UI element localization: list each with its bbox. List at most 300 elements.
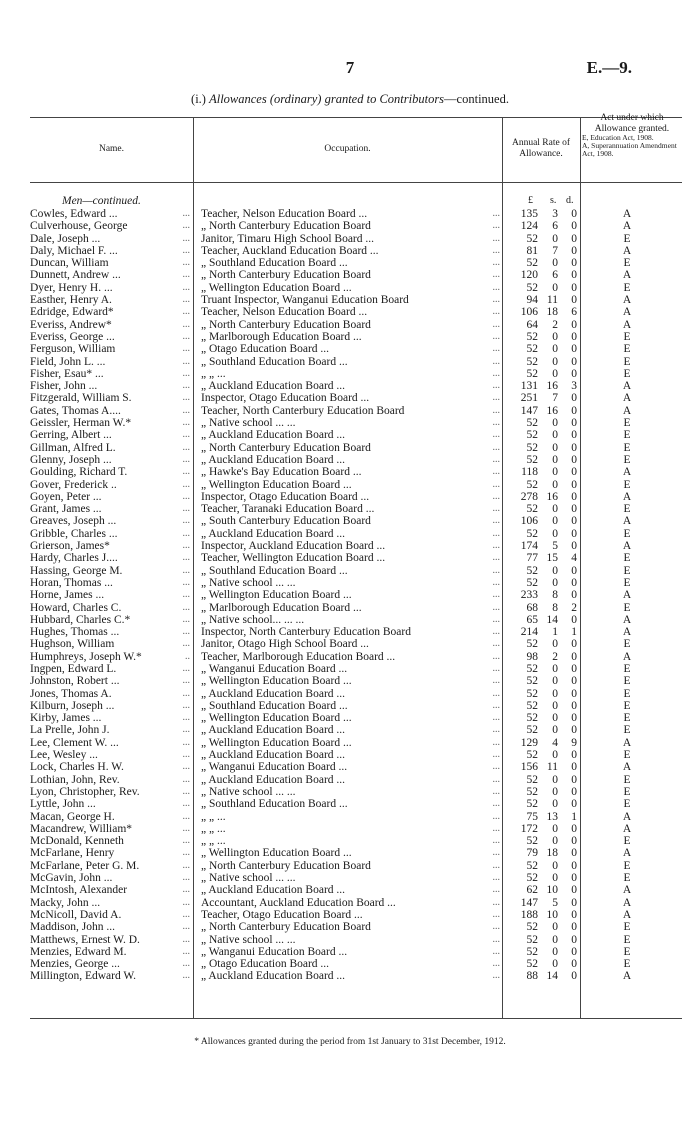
row-occupation: Inspector, Otago Education Board ... <box>201 392 370 405</box>
row-leader-2: ... <box>492 589 500 601</box>
row-name: Fitzgerald, William S. <box>30 392 132 405</box>
row-pounds: 52 <box>526 687 538 700</box>
row-shillings: 8 <box>552 601 558 614</box>
row-act: A <box>622 970 632 983</box>
row-leader-1: ... <box>182 466 190 478</box>
table-row <box>0 356 700 368</box>
row-leader-1: ... <box>182 835 190 847</box>
table-row <box>0 491 700 503</box>
row-act: E <box>623 527 631 540</box>
row-pounds: 68 <box>526 601 538 614</box>
row-pounds: 98 <box>526 650 538 663</box>
row-name: Edridge, Edward* <box>30 306 114 319</box>
row-name: Ferguson, William <box>30 343 116 356</box>
table-row <box>0 466 700 478</box>
row-leader-2: ... <box>492 330 500 342</box>
row-act: A <box>622 392 632 405</box>
row-occupation: „ Native school ... ... <box>201 785 296 798</box>
row-shillings: 7 <box>552 392 558 405</box>
row-act: A <box>622 318 632 331</box>
row-leader-1: ... <box>182 675 190 687</box>
row-act: E <box>623 564 631 577</box>
row-pounds: 52 <box>526 453 538 466</box>
row-act: A <box>622 540 632 553</box>
row-leader-1: ... <box>182 453 190 465</box>
row-pence: 6 <box>571 306 577 319</box>
row-pence: 0 <box>571 404 577 417</box>
row-act: A <box>622 294 632 307</box>
row-shillings: 0 <box>552 712 558 725</box>
row-shillings: 5 <box>552 896 558 909</box>
row-pence: 0 <box>571 355 577 368</box>
title-suffix: —continued. <box>444 92 509 106</box>
row-act: E <box>623 355 631 368</box>
row-shillings: 0 <box>552 343 558 356</box>
row-name: Maddison, John ... <box>30 921 115 934</box>
row-shillings: 0 <box>552 958 558 971</box>
row-shillings: 11 <box>546 294 558 307</box>
row-act: E <box>623 330 631 343</box>
table-row <box>0 934 700 946</box>
row-name: Matthews, Ernest W. D. <box>30 933 140 946</box>
row-leader-1: ... <box>182 761 190 773</box>
row-leader-1: ... <box>182 380 190 392</box>
row-pence: 0 <box>571 417 577 430</box>
row-name: Culverhouse, George <box>30 220 128 233</box>
row-name: Jones, Thomas A. <box>30 687 112 700</box>
row-name: Everiss, George ... <box>30 330 115 343</box>
row-act: E <box>623 749 631 762</box>
row-act: E <box>623 699 631 712</box>
row-occupation: Inspector, North Canterbury Education Board <box>201 626 411 639</box>
table-row <box>0 528 700 540</box>
row-pence: 0 <box>571 244 577 257</box>
row-pounds: 120 <box>520 269 538 282</box>
table-row <box>0 208 700 220</box>
row-pence: 0 <box>571 773 577 786</box>
row-pounds: 52 <box>526 503 538 516</box>
row-shillings: 0 <box>552 798 558 811</box>
table-row <box>0 921 700 933</box>
row-leader-1: ... <box>182 417 190 429</box>
row-occupation: Teacher, Auckland Education Board ... <box>201 244 379 257</box>
table-row <box>0 417 700 429</box>
row-pounds: 52 <box>526 527 538 540</box>
row-leader-2: ... <box>492 785 500 797</box>
row-leader-2: ... <box>492 441 500 453</box>
table-row <box>0 565 700 577</box>
row-leader-1: ... <box>182 872 190 884</box>
row-leader-1: ... <box>182 958 190 970</box>
row-occupation: „ Wellington Education Board ... <box>201 589 352 602</box>
row-leader-2: ... <box>492 515 500 527</box>
row-leader-2: ... <box>492 945 500 957</box>
row-name: Johnston, Robert ... <box>30 675 120 688</box>
row-act: E <box>623 835 631 848</box>
row-pounds: 52 <box>526 773 538 786</box>
row-name: Hughson, William <box>30 638 115 651</box>
row-pence: 0 <box>571 490 577 503</box>
row-occupation: „ Native school ... ... <box>201 576 296 589</box>
row-leader-2: ... <box>492 318 500 330</box>
row-leader-2: ... <box>492 712 500 724</box>
row-leader-1: ... <box>182 945 190 957</box>
row-act: A <box>622 613 632 626</box>
row-leader-2: ... <box>492 466 500 478</box>
row-leader-2: ... <box>492 675 500 687</box>
table-row <box>0 847 700 859</box>
row-shillings: 7 <box>552 244 558 257</box>
row-act: E <box>623 552 631 565</box>
table-row <box>0 860 700 872</box>
table-row <box>0 811 700 823</box>
rate-header-line2: Allowance. <box>519 149 563 159</box>
row-shillings: 0 <box>552 724 558 737</box>
row-occupation: „ Southland Education Board ... <box>201 798 348 811</box>
table-row <box>0 282 700 294</box>
table-row <box>0 651 700 663</box>
row-act: E <box>623 773 631 786</box>
row-act: A <box>622 761 632 774</box>
row-shillings: 13 <box>546 810 558 823</box>
row-occupation: „ Wellington Education Board ... <box>201 847 352 860</box>
row-act: E <box>623 478 631 491</box>
row-pence: 0 <box>571 576 577 589</box>
table-row <box>0 552 700 564</box>
row-occupation: „ „ ... <box>201 822 226 835</box>
row-pence: 0 <box>571 208 577 220</box>
row-act: A <box>622 896 632 909</box>
row-name: Cowles, Edward ... <box>30 208 118 220</box>
row-name: Hassing, George M. <box>30 564 123 577</box>
row-occupation: „ Auckland Education Board ... <box>201 527 346 540</box>
unit-shillings: s. <box>550 195 557 206</box>
table-row <box>0 638 700 650</box>
row-act: A <box>622 466 632 479</box>
row-pounds: 52 <box>526 933 538 946</box>
row-name: Dale, Joseph ... <box>30 232 101 245</box>
row-pounds: 52 <box>526 798 538 811</box>
row-pounds: 62 <box>526 884 538 897</box>
row-occupation: Teacher, Taranaki Education Board ... <box>201 503 375 516</box>
row-leader-1: ... <box>182 343 190 355</box>
row-occupation: Janitor, Timaru High School Board ... <box>201 232 374 245</box>
row-occupation: „ Auckland Education Board ... <box>201 749 346 762</box>
row-leader-1: ... <box>182 527 190 539</box>
row-name: Fisher, John ... <box>30 380 98 393</box>
row-pounds: 214 <box>520 626 538 639</box>
table-row <box>0 946 700 958</box>
row-name: Gerring, Albert ... <box>30 429 112 442</box>
row-pence: 0 <box>571 429 577 442</box>
row-leader-2: ... <box>492 724 500 736</box>
row-name: Goyen, Peter ... <box>30 490 102 503</box>
row-pounds: 88 <box>526 970 538 983</box>
row-leader-1: ... <box>182 441 190 453</box>
row-pence: 0 <box>571 761 577 774</box>
row-shillings: 0 <box>552 687 558 700</box>
row-occupation: „ Southland Education Board ... <box>201 564 348 577</box>
row-act: A <box>622 884 632 897</box>
table-row <box>0 700 700 712</box>
row-occupation: „ North Canterbury Education Board <box>201 269 371 282</box>
row-pence: 0 <box>571 318 577 331</box>
row-leader-1: ... <box>182 232 190 244</box>
row-act: A <box>622 220 632 233</box>
row-leader-2: ... <box>492 773 500 785</box>
row-occupation: „ Wellington Education Board ... <box>201 736 352 749</box>
row-name: Glenny, Joseph ... <box>30 453 112 466</box>
row-pounds: 52 <box>526 330 538 343</box>
table-row <box>0 786 700 798</box>
row-leader-1: ... <box>182 404 190 416</box>
row-shillings: 8 <box>552 589 558 602</box>
table-row <box>0 835 700 847</box>
row-name: McIntosh, Alexander <box>30 884 128 897</box>
row-pounds: 52 <box>526 564 538 577</box>
row-act: E <box>623 785 631 798</box>
table-row <box>0 269 700 281</box>
row-shillings: 0 <box>552 515 558 528</box>
row-occupation: „ North Canterbury Education Board <box>201 921 371 934</box>
row-leader-1: ... <box>182 294 190 306</box>
row-occupation: „ Native school... ... ... <box>201 613 305 626</box>
row-leader-1: ... <box>182 257 190 269</box>
row-leader-2: ... <box>492 921 500 933</box>
row-leader-1: ... <box>182 736 190 748</box>
row-pounds: 75 <box>526 810 538 823</box>
table-row <box>0 724 700 736</box>
row-occupation: Teacher, Nelson Education Board ... <box>201 208 368 220</box>
row-shillings: 0 <box>552 773 558 786</box>
row-shillings: 0 <box>552 921 558 934</box>
row-pence: 0 <box>571 945 577 958</box>
row-act: E <box>623 859 631 872</box>
row-act: E <box>623 724 631 737</box>
table-row <box>0 331 700 343</box>
row-occupation: „ Southland Education Board ... <box>201 257 348 270</box>
table-title <box>0 92 700 107</box>
row-name: Kilburn, Joseph ... <box>30 699 115 712</box>
table-row <box>0 798 700 810</box>
row-shillings: 0 <box>552 367 558 380</box>
row-pence: 0 <box>571 908 577 921</box>
row-pence: 0 <box>571 257 577 270</box>
row-shillings: 2 <box>552 318 558 331</box>
row-occupation: „ „ ... <box>201 835 226 848</box>
row-occupation: Teacher, North Canterbury Education Board <box>201 404 405 417</box>
row-leader-2: ... <box>492 540 500 552</box>
table-row <box>0 958 700 970</box>
row-occupation: „ Otago Education Board ... <box>201 343 330 356</box>
row-pounds: 52 <box>526 749 538 762</box>
row-name: Field, John L. ... <box>30 355 106 368</box>
row-leader-2: ... <box>492 847 500 859</box>
row-act: A <box>622 404 632 417</box>
row-act: E <box>623 257 631 270</box>
row-pence: 3 <box>571 380 577 393</box>
table-row <box>0 442 700 454</box>
row-name: Lee, Clement W. ... <box>30 736 119 749</box>
row-occupation: Janitor, Otago High School Board ... <box>201 638 369 651</box>
row-occupation: „ Wellington Education Board ... <box>201 675 352 688</box>
row-leader-1: ... <box>182 318 190 330</box>
header-rule <box>30 182 682 183</box>
row-occupation: „ „ ... <box>201 367 226 380</box>
row-pounds: 52 <box>526 662 538 675</box>
table-row <box>0 884 700 896</box>
row-leader-1: ... <box>182 908 190 920</box>
row-leader-1: ... <box>182 896 190 908</box>
row-name: Ingpen, Edward L. <box>30 662 117 675</box>
title-prefix: (i.) <box>191 92 206 106</box>
row-leader-1: ... <box>182 773 190 785</box>
table-row <box>0 675 700 687</box>
row-pounds: 81 <box>526 244 538 257</box>
row-act: E <box>623 662 631 675</box>
row-pence: 0 <box>571 220 577 233</box>
row-name: Lyttle, John ... <box>30 798 96 811</box>
row-pence: 0 <box>571 515 577 528</box>
row-occupation: „ Wellington Education Board ... <box>201 478 352 491</box>
row-occupation: „ Auckland Education Board ... <box>201 453 346 466</box>
row-pounds: 52 <box>526 417 538 430</box>
row-pence: 0 <box>571 330 577 343</box>
row-act: E <box>623 933 631 946</box>
row-name: McDonald, Kenneth <box>30 835 124 848</box>
row-name: Dunnett, Andrew ... <box>30 269 121 282</box>
row-shillings: 10 <box>546 884 558 897</box>
row-leader-2: ... <box>492 970 500 982</box>
row-leader-2: ... <box>492 687 500 699</box>
row-shillings: 0 <box>552 662 558 675</box>
row-occupation: „ Otago Education Board ... <box>201 958 330 971</box>
row-leader-1: ... <box>182 724 190 736</box>
row-pounds: 188 <box>520 908 538 921</box>
row-leader-1: ... <box>182 429 190 441</box>
row-act: E <box>623 367 631 380</box>
row-pounds: 77 <box>526 552 538 565</box>
row-name: Gribble, Charles ... <box>30 527 118 540</box>
row-name: Hardy, Charles J.... <box>30 552 118 565</box>
row-act: A <box>622 810 632 823</box>
row-act: E <box>623 958 631 971</box>
allowance-table-body <box>0 208 700 983</box>
row-leader-1: ... <box>182 712 190 724</box>
row-pence: 0 <box>571 798 577 811</box>
page-code: E.—9. <box>586 58 632 77</box>
row-name: Howard, Charles C. <box>30 601 122 614</box>
row-name: Geissler, Herman W.* <box>30 417 132 430</box>
table-row <box>0 577 700 589</box>
row-pence: 0 <box>571 958 577 971</box>
row-shillings: 4 <box>552 736 558 749</box>
row-shillings: 0 <box>552 429 558 442</box>
row-shillings: 0 <box>552 466 558 479</box>
row-pence: 0 <box>571 503 577 516</box>
act-header-line1: Act under which <box>600 113 664 123</box>
row-pounds: 52 <box>526 281 538 294</box>
table-row <box>0 306 700 318</box>
row-leader-2: ... <box>492 613 500 625</box>
row-act: E <box>623 503 631 516</box>
table-row <box>0 233 700 245</box>
row-act: A <box>622 822 632 835</box>
row-shillings: 1 <box>552 626 558 639</box>
row-occupation: „ Southland Education Board ... <box>201 355 348 368</box>
row-occupation: „ Wellington Education Board ... <box>201 281 352 294</box>
footnote: * Allowances granted during the period from 1st January to 31st December, 1912. <box>194 1037 506 1047</box>
row-act: E <box>623 429 631 442</box>
row-pounds: 52 <box>526 367 538 380</box>
row-name: Horan, Thomas ... <box>30 576 113 589</box>
row-name: McNicoll, David A. <box>30 908 122 921</box>
table-row <box>0 220 700 232</box>
row-occupation: „ North Canterbury Education Board <box>201 859 371 872</box>
row-pounds: 64 <box>526 318 538 331</box>
table-row <box>0 257 700 269</box>
row-leader-1: ... <box>182 859 190 871</box>
row-leader-2: ... <box>492 552 500 564</box>
row-pence: 0 <box>571 675 577 688</box>
row-name: Greaves, Joseph ... <box>30 515 117 528</box>
row-leader-1: ... <box>182 884 190 896</box>
table-row <box>0 774 700 786</box>
row-leader-2: ... <box>492 859 500 871</box>
row-leader-1: ... <box>182 392 190 404</box>
row-occupation: „ Southland Education Board ... <box>201 699 348 712</box>
row-name: Horne, James ... <box>30 589 105 602</box>
row-act: E <box>623 675 631 688</box>
row-pence: 0 <box>571 392 577 405</box>
row-shillings: 0 <box>552 675 558 688</box>
table-row <box>0 479 700 491</box>
row-pence: 1 <box>571 626 577 639</box>
row-act: E <box>623 798 631 811</box>
row-shillings: 0 <box>552 933 558 946</box>
row-occupation: „ Native school ... ... <box>201 933 296 946</box>
row-pence: 0 <box>571 921 577 934</box>
row-leader-1: ... <box>182 330 190 342</box>
row-pounds: 251 <box>520 392 538 405</box>
row-shillings: 0 <box>552 330 558 343</box>
row-shillings: 0 <box>552 232 558 245</box>
row-name: Gover, Frederick .. <box>30 478 117 491</box>
row-leader-2: ... <box>492 343 500 355</box>
row-name: Lee, Wesley ... <box>30 749 98 762</box>
row-occupation: „ Hawke's Bay Education Board ... <box>201 466 362 479</box>
row-leader-2: ... <box>492 835 500 847</box>
row-shillings: 6 <box>552 269 558 282</box>
row-pence: 0 <box>571 847 577 860</box>
row-pence: 0 <box>571 687 577 700</box>
table-row <box>0 454 700 466</box>
row-act: E <box>623 343 631 356</box>
row-name: Macandrew, William* <box>30 822 133 835</box>
table-row <box>0 294 700 306</box>
table-row <box>0 380 700 392</box>
row-pounds: 106 <box>520 515 538 528</box>
row-pence: 9 <box>571 736 577 749</box>
table-row <box>0 429 700 441</box>
row-pounds: 52 <box>526 785 538 798</box>
table-row <box>0 712 700 724</box>
row-occupation: Inspector, Auckland Education Board ... <box>201 540 386 553</box>
row-leader-2: ... <box>492 822 500 834</box>
row-shillings: 0 <box>552 638 558 651</box>
row-leader-1: ... <box>182 515 190 527</box>
row-occupation: „ Auckland Education Board ... <box>201 687 346 700</box>
